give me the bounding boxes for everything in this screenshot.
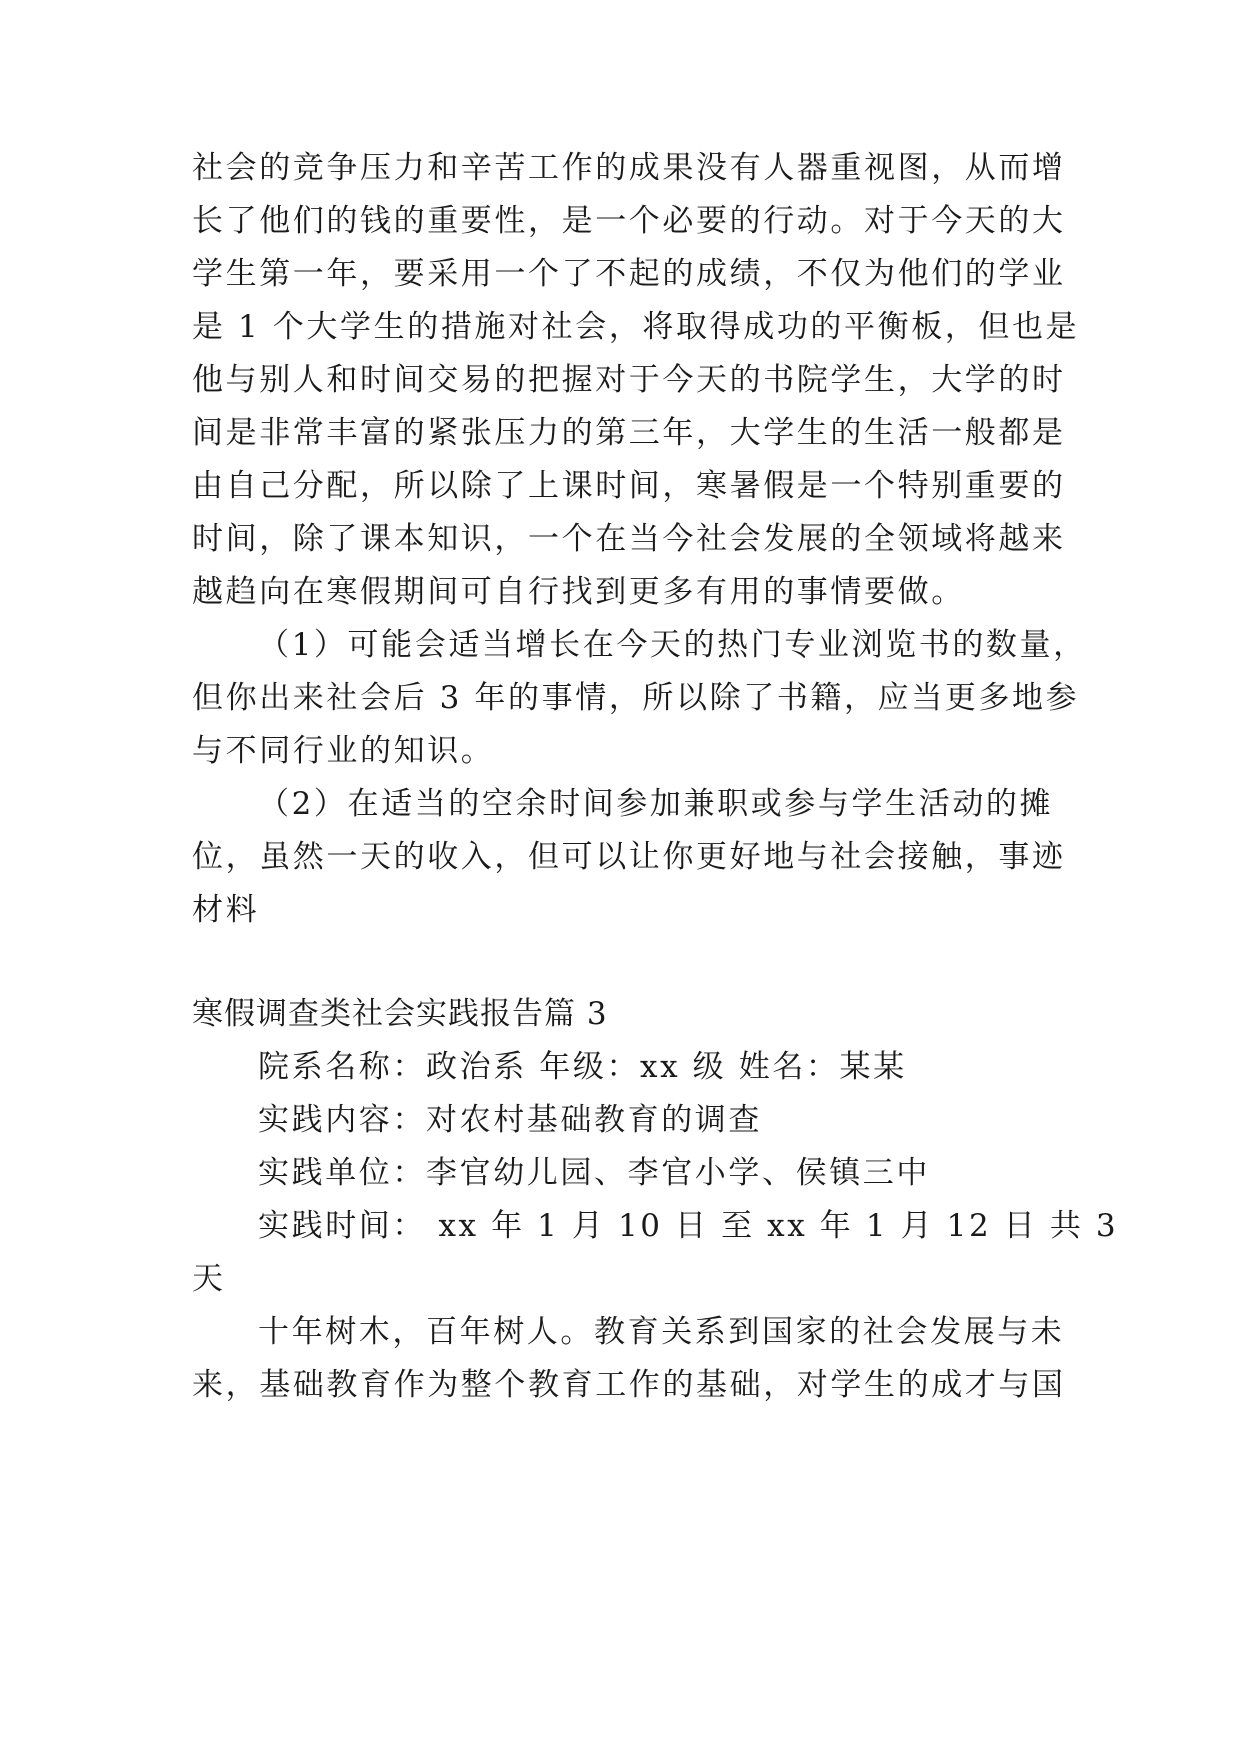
body-text-line: 位，虽然一天的收入，但可以让你更好地与社会接触，事迹 xyxy=(192,839,1066,875)
section-title: 寒假调查类社会实践报告篇 3 xyxy=(192,996,608,1032)
body-text-line: 越趋向在寒假期间可自行找到更多有用的事情要做。 xyxy=(192,574,965,610)
body-text-line: （1）可能会适当增长在今天的热门专业浏览书的数量， xyxy=(258,627,1087,663)
body-text-line: 学生第一年，要采用一个了不起的成绩，不仅为他们的学业 xyxy=(192,256,1066,292)
body-text-line: 由自己分配，所以除了上课时间，寒暑假是一个特别重要的 xyxy=(192,468,1066,504)
body-text-line: 他与别人和时间交易的把握对于今天的书院学生，大学的时 xyxy=(192,362,1066,398)
body-text-line: 社会的竞争压力和辛苦工作的成果没有人器重视图，从而增 xyxy=(192,150,1066,186)
info-line-time-cont: 天 xyxy=(192,1261,226,1297)
info-line-department: 院系名称：政治系 年级：xx 级 姓名：某某 xyxy=(258,1049,907,1085)
body-text-line: 时间，除了课本知识，一个在当今社会发展的全领域将越来 xyxy=(192,521,1066,557)
info-line-content: 实践内容：对农村基础教育的调查 xyxy=(258,1102,762,1138)
body-text-line: 间是非常丰富的紧张压力的第三年，大学生的生活一般都是 xyxy=(192,415,1066,451)
body-text-line: （2）在适当的空余时间参加兼职或参与学生活动的摊 xyxy=(258,786,1054,822)
body-text-line: 是 1 个大学生的措施对社会，将取得成功的平衡板，但也是 xyxy=(192,309,1080,345)
body-text-line: 但你出来社会后 3 年的事情，所以除了书籍，应当更多地参 xyxy=(192,680,1080,716)
info-line-time: 实践时间： xx 年 1 月 10 日 至 xx 年 1 月 12 日 共 3 xyxy=(258,1208,1119,1244)
body-text-line: 长了他们的钱的重要性，是一个必要的行动。对于今天的大 xyxy=(192,203,1066,239)
body-text-line: 十年树木，百年树人。教育关系到国家的社会发展与未 xyxy=(258,1314,1065,1350)
body-text-line: 与不同行业的知识。 xyxy=(192,733,495,769)
body-text-line: 材料 xyxy=(192,892,260,928)
body-text-line: 来，基础教育作为整个教育工作的基础，对学生的成才与国 xyxy=(192,1367,1066,1403)
info-line-unit: 实践单位：李官幼儿园、李官小学、侯镇三中 xyxy=(258,1155,930,1191)
